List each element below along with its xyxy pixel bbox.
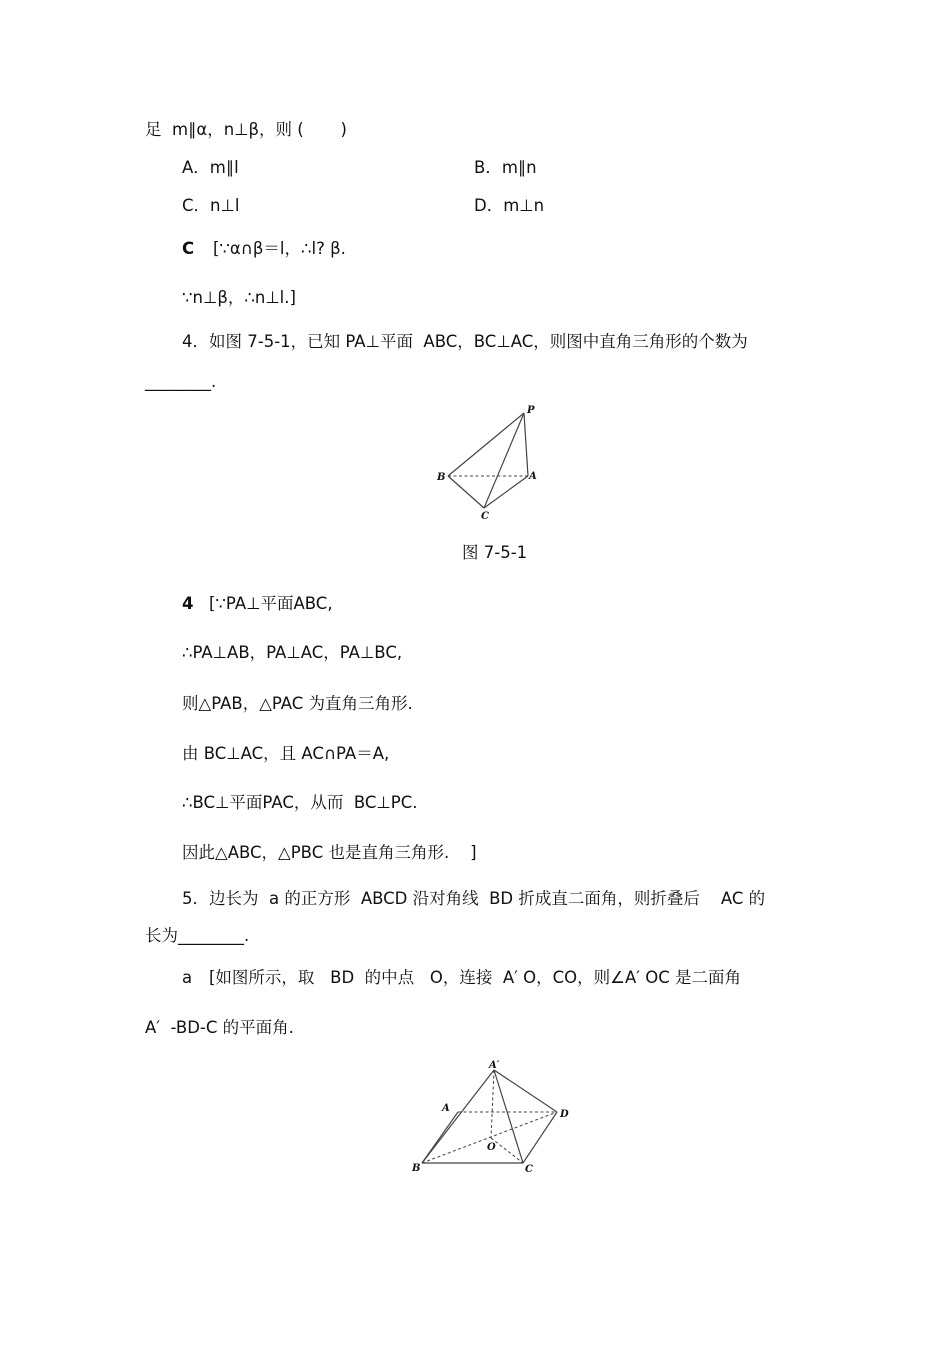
edge-pb <box>448 413 524 476</box>
edge-cd <box>523 1112 557 1163</box>
q5-solution-line2: A′ -BD-C 的平面角. <box>145 1018 294 1037</box>
label-a: A <box>442 1103 450 1114</box>
q5-figure <box>405 1055 580 1180</box>
label-d: D <box>560 1109 569 1120</box>
q3-solution-line1: [∵α∩β＝l，∴l? β. <box>213 239 346 258</box>
label-c: C <box>481 511 489 522</box>
edge-aprime-d <box>494 1070 557 1112</box>
edge-oc-hidden <box>491 1138 523 1163</box>
edge-bc <box>448 476 484 508</box>
q3-stem: 足 m∥α，n⊥β，则 ( ) <box>145 120 347 139</box>
q3-answer: C <box>182 239 195 258</box>
q3-solution-line2: ∵n⊥β，∴n⊥l.] <box>182 288 296 307</box>
label-p: P <box>527 405 535 416</box>
q4-solution-line6: 因此△ABC，△PBC 也是直角三角形. ] <box>182 843 477 862</box>
q5-stem-line2: 长为________. <box>145 926 250 945</box>
q4-answer: 4 <box>182 594 194 613</box>
q5-solution-line1: [如图所示，取 BD 的中点 O，连接 A′ O，CO，则∠A′ OC 是二面角 <box>209 968 741 987</box>
q4-figure <box>430 400 550 525</box>
q3-option-d: D．m⊥n <box>474 196 545 215</box>
q5-stem-line1: 5．边长为 a 的正方形 ABCD 沿对角线 BD 折成直二面角，则折叠后 AC 的 <box>182 889 766 908</box>
q4-solution-line4: 由 BC⊥AC，且 AC∩PA＝A, <box>182 744 390 763</box>
edge-aprime-o-hidden <box>491 1070 494 1138</box>
q4-blank: ________. <box>145 372 217 391</box>
edge-pa <box>524 413 528 476</box>
label-b: B <box>412 1163 421 1174</box>
q4-solution-line2: ∴PA⊥AB，PA⊥AC，PA⊥BC, <box>182 643 403 662</box>
label-c: C <box>525 1164 533 1175</box>
q4-solution-line3: 则△PAB，△PAC 为直角三角形. <box>182 694 413 713</box>
q5-answer: a <box>182 968 193 987</box>
q4-solution-line5: ∴BC⊥平面PAC，从而 BC⊥PC. <box>182 793 418 812</box>
q3-option-b: B．m∥n <box>474 158 537 177</box>
q4-solution-line1: [∵PA⊥平面ABC, <box>209 594 333 613</box>
label-a-prime: A′ <box>489 1060 500 1071</box>
label-o: O <box>487 1142 496 1153</box>
label-b: B <box>437 472 446 483</box>
q3-option-a: A．m∥l <box>182 158 239 177</box>
q4-stem: 4．如图 7-5-1，已知 PA⊥平面 ABC，BC⊥AC，则图中直角三角形的个数为 <box>182 332 748 351</box>
q4-figure-caption: 图 7-5-1 <box>462 543 528 562</box>
q3-option-c: C．n⊥l <box>182 196 240 215</box>
edge-aprime-c <box>494 1070 523 1163</box>
label-a: A <box>529 471 537 482</box>
